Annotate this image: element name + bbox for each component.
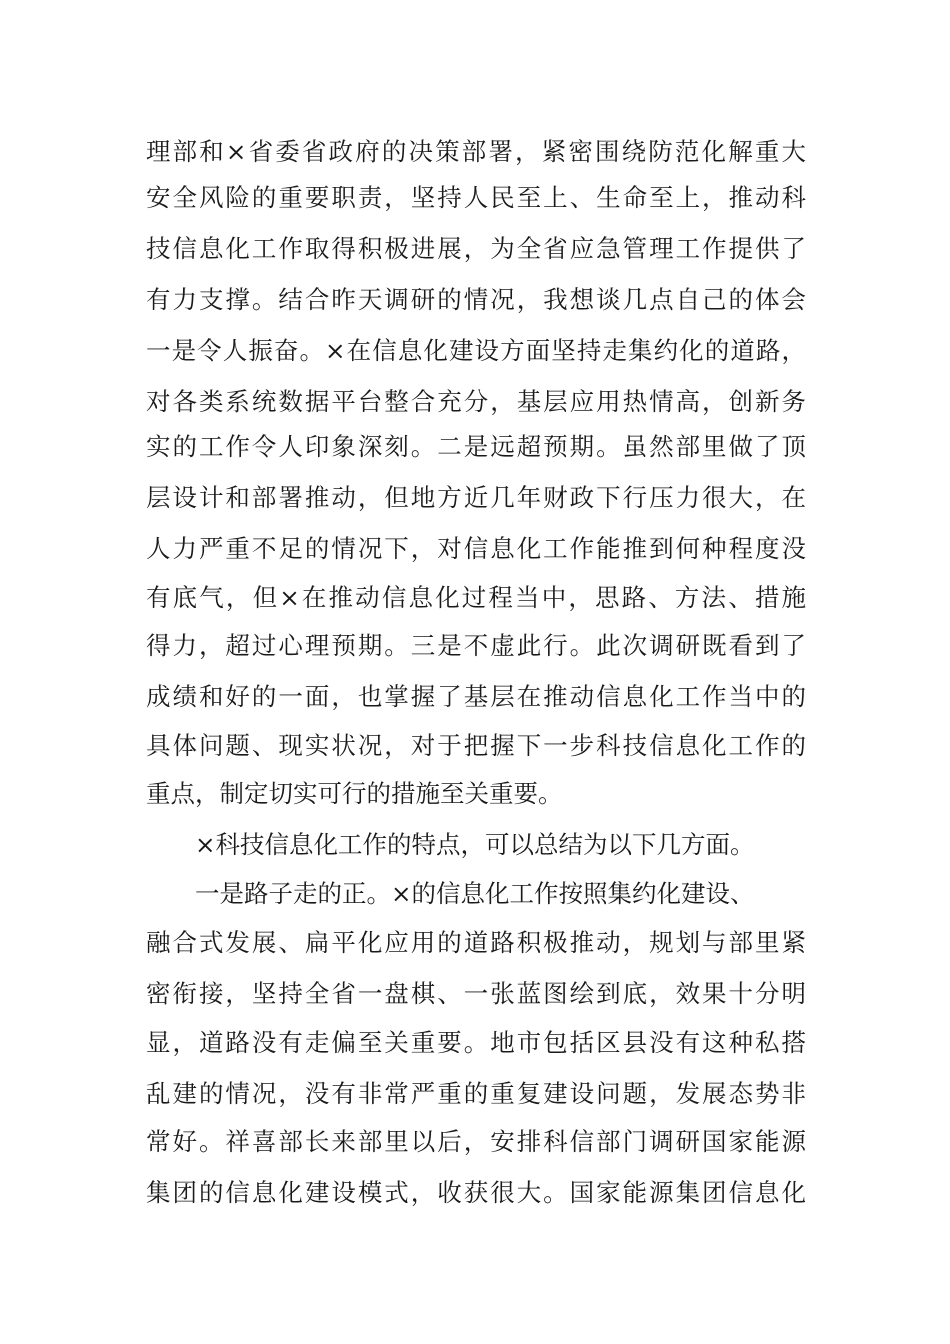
text-line: 重点，制定切实可行的措施至关重要。 [146,779,563,808]
text-line: 实的工作令人印象深刻。二是远超预期。虽然部里做了顶 [146,432,806,461]
text-line: 融合式发展、扁平化应用的道路积极推动，规划与部里紧 [146,928,806,957]
text-line: 具体问题、现实状况，对于把握下一步科技信息化工作的 [146,731,806,760]
text-line: 得力，超过心理预期。三是不虚此行。此次调研既看到了 [146,631,806,660]
text-line: 一是令人振奋。×在信息化建设方面坚持走集约化的道路， [146,336,806,365]
text-line: 成绩和好的一面，也掌握了基层在推动信息化工作当中的 [146,682,806,711]
text-line: 密衔接，坚持全省一盘棋、一张蓝图绘到底，效果十分明 [146,979,806,1008]
text-line: 显，道路没有走偏至关重要。地市包括区县没有这种私搭 [146,1028,806,1057]
text-line: 层设计和部署推动，但地方近几年财政下行压力很大，在 [146,483,806,512]
text-line: 一是路子走的正。×的信息化工作按照集约化建设、 [195,879,755,908]
text-line: 人力严重不足的情况下，对信息化工作能推到何种程度没 [146,534,806,563]
text-line: 对各类系统数据平台整合充分，基层应用热情高，创新务 [146,387,806,416]
text-line: 技信息化工作取得积极进展，为全省应急管理工作提供了 [146,234,806,263]
text-line: 理部和×省委省政府的决策部署，紧密围绕防范化解重大 [146,137,806,166]
text-line: 乱建的情况，没有非常严重的重复建设问题，发展态势非 [146,1079,806,1108]
text-line: ×科技信息化工作的特点，可以总结为以下几方面。 [195,830,755,859]
text-line: 安全风险的重要职责，坚持人民至上、生命至上，推动科 [146,183,806,212]
text-line: 常好。祥喜部长来部里以后，安排科信部门调研国家能源 [146,1127,806,1156]
text-line: 有底气，但×在推动信息化过程当中，思路、方法、措施 [146,583,806,612]
text-line: 有力支撑。结合昨天调研的情况，我想谈几点自己的体会 [146,285,806,314]
text-line: 集团的信息化建设模式，收获很大。国家能源集团信息化 [146,1178,806,1207]
